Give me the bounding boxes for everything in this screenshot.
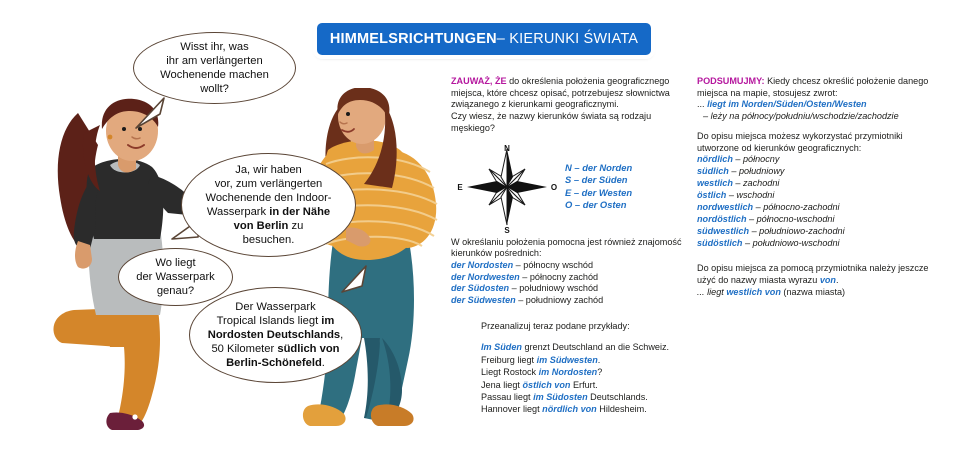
compass-label-east: E [457,182,463,192]
example-post: Erfurt. [570,379,598,390]
intermediate-intro: W określaniu położenia pomocna jest również znajomość kierunków pośrednich: [451,236,682,259]
compass-rose-icon [455,143,559,235]
example-post: Hildesheim. [596,404,647,415]
content-column-middle [451,76,691,416]
list-item-gloss: – północno-zachodni [753,201,840,212]
list-item [697,154,945,166]
example-keyword: Im Süden [481,342,522,353]
example-post: grenzt Deutschland an die Schweiz. [521,342,670,353]
list-item [697,202,945,214]
adjectives-list [697,154,945,249]
note-body: do określenia położenia geograficznego miejsca, które chcesz opisać, potrzebujesz słownictwa związanego z kierunkami geograficznymi. [451,76,670,110]
summary-gloss-line [697,111,945,123]
list-item-term: nordöstlich [697,213,747,224]
example-post: ? [597,367,603,378]
summary-body: Kiedy chcesz określić położenie danego miejsca na mapie, stosujesz zwrot: [697,76,929,98]
speech-bubble-2-text: Ja, wir haben vor, zum verlängerten Wochenende den Indoor- Wasserpark in der Nähe von Berlin zu besuchen. [205,164,332,246]
list-item [697,238,945,250]
list-item-gloss: – południowy [728,166,785,177]
note-question: Czy wiesz, że nazwy kierunków świata są rodzaju męskiego? [451,111,652,133]
example-pre: Hannover liegt [481,404,543,415]
list-item [451,295,691,307]
speech-bubble-3-text: Wo liegt der Wasserpark genau? [136,257,215,297]
von-example [697,287,945,299]
list-item-term: westlich [697,178,733,189]
list-item-term: östlich [697,189,727,200]
list-item-term: der Nordosten [451,259,514,270]
list-item [451,283,691,295]
list-item [451,260,691,272]
example-post: Deutschlands. [587,392,648,403]
list-item-term: der Südwesten [451,295,516,306]
list-item-term: nördlich [697,154,733,165]
page-title-banner [317,23,651,55]
von-example-keyword: westlich von [726,286,781,297]
list-item-gloss: – południowo-zachodni [749,225,845,236]
speech-bubble-1-text: Wisst ihr, was ihr am verlängerten Wochenende machen wollt? [160,41,269,95]
von-intro-b: . [835,275,839,286]
speech-bubble-question-location [118,248,233,306]
list-item-gloss: – południowo-wschodni [742,237,840,248]
summary-paragraph [697,76,945,99]
example-pre: Freiburg liegt [481,354,537,365]
list-item-gloss: – wschodni [726,189,775,200]
list-item-gloss: – północny [732,154,780,165]
person-right-graphic [290,88,455,433]
list-item-gloss: – południowy wschód [509,283,599,294]
list-item [697,178,945,190]
example-keyword: im Südwesten [536,354,598,365]
list-item-term: nordwestlich [697,201,754,212]
note-keyword: ZAUWAŻ, ŻE [451,76,507,86]
note-paragraph [451,76,691,111]
example-keyword: im Südosten [533,392,588,403]
intermediate-directions-list [451,260,691,307]
list-item-term: südwestlich [697,225,750,236]
example-pre: Passau liegt [481,392,534,403]
page-title-rest: – KIERUNKI ŚWIATA [496,31,639,47]
list-item-gloss: – północny zachód [519,271,599,282]
speech-bubble-answer-location [189,287,362,383]
compass-label-north: N [504,143,510,153]
summary-keyword: PODSUMUJMY: [697,76,765,86]
list-item [481,391,691,403]
list-item-term: südlich [697,166,729,177]
adjectives-intro: Do opisu miejsca możesz wykorzystać przymiotniki utworzone od kierunków geograficznych: [697,130,903,153]
von-intro [697,263,945,286]
summary-phrase-line [697,99,945,111]
von-intro-a: Do opisu miejsca za pomocą przymiotnika należy jeszcze użyć do nazwy miasta wyrazu [697,263,929,286]
illustration-person-right [290,88,455,433]
von-example-post: (nazwa miasta) [780,286,846,297]
content-column-right [697,76,945,307]
list-item-term: der Nordwesten [451,271,520,282]
bubble-4-tail [336,262,372,296]
list-item-gloss: – północno-wschodni [746,213,835,224]
list-item-term: der Südosten [451,283,510,294]
compass-legend: N – der Norden S – der Süden E – der Westen O – der Osten [565,161,633,211]
page-title-strong: HIMMELSRICHTUNGEN [329,31,497,47]
list-item [481,366,691,378]
list-item [481,379,691,391]
list-item [481,354,691,366]
list-item-gloss: – północny wschód [513,259,594,270]
examples-list [481,341,691,415]
list-item [697,166,945,178]
von-word: von [819,275,836,286]
list-item [697,214,945,226]
example-pre: Liegt Rostock [481,367,539,378]
list-item [697,226,945,238]
examples-heading: Przeanalizuj teraz podane przykłady: [481,320,630,331]
example-post: . [597,354,601,365]
list-item [481,403,691,415]
example-keyword: nördlich von [542,404,597,415]
example-pre: Jena liegt [481,379,523,390]
speech-bubble-4-text: Der Wasserpark Tropical Islands liegt im Nordosten Deutschlands, 50 Kilometer südlich von Berlin-Schönefeld. [207,301,344,369]
speech-bubble-question-weekend [133,32,296,104]
example-keyword: östlich von [522,379,571,390]
bubble-1-tail [130,96,170,130]
summary-phrase-prefix: ... [697,99,708,110]
list-item-gloss: – południowy zachód [515,295,604,306]
example-keyword: im Nordosten [538,367,598,378]
compass-label-south: S [504,225,510,235]
list-item [481,341,691,353]
list-item-term: südöstlich [697,237,743,248]
compass-label-west: O [550,182,558,192]
summary-gloss: – leży na północy/południu/wschodzie/zachodzie [703,111,899,122]
speech-bubble-answer-waterpark [181,153,356,257]
list-item-gloss: – zachodni [732,178,780,189]
list-item [697,190,945,202]
list-item [451,272,691,284]
von-example-prefix: ... liegt [697,286,727,297]
summary-phrase: liegt im Norden/Süden/Osten/Westen [707,99,867,110]
compass-block [451,143,691,235]
